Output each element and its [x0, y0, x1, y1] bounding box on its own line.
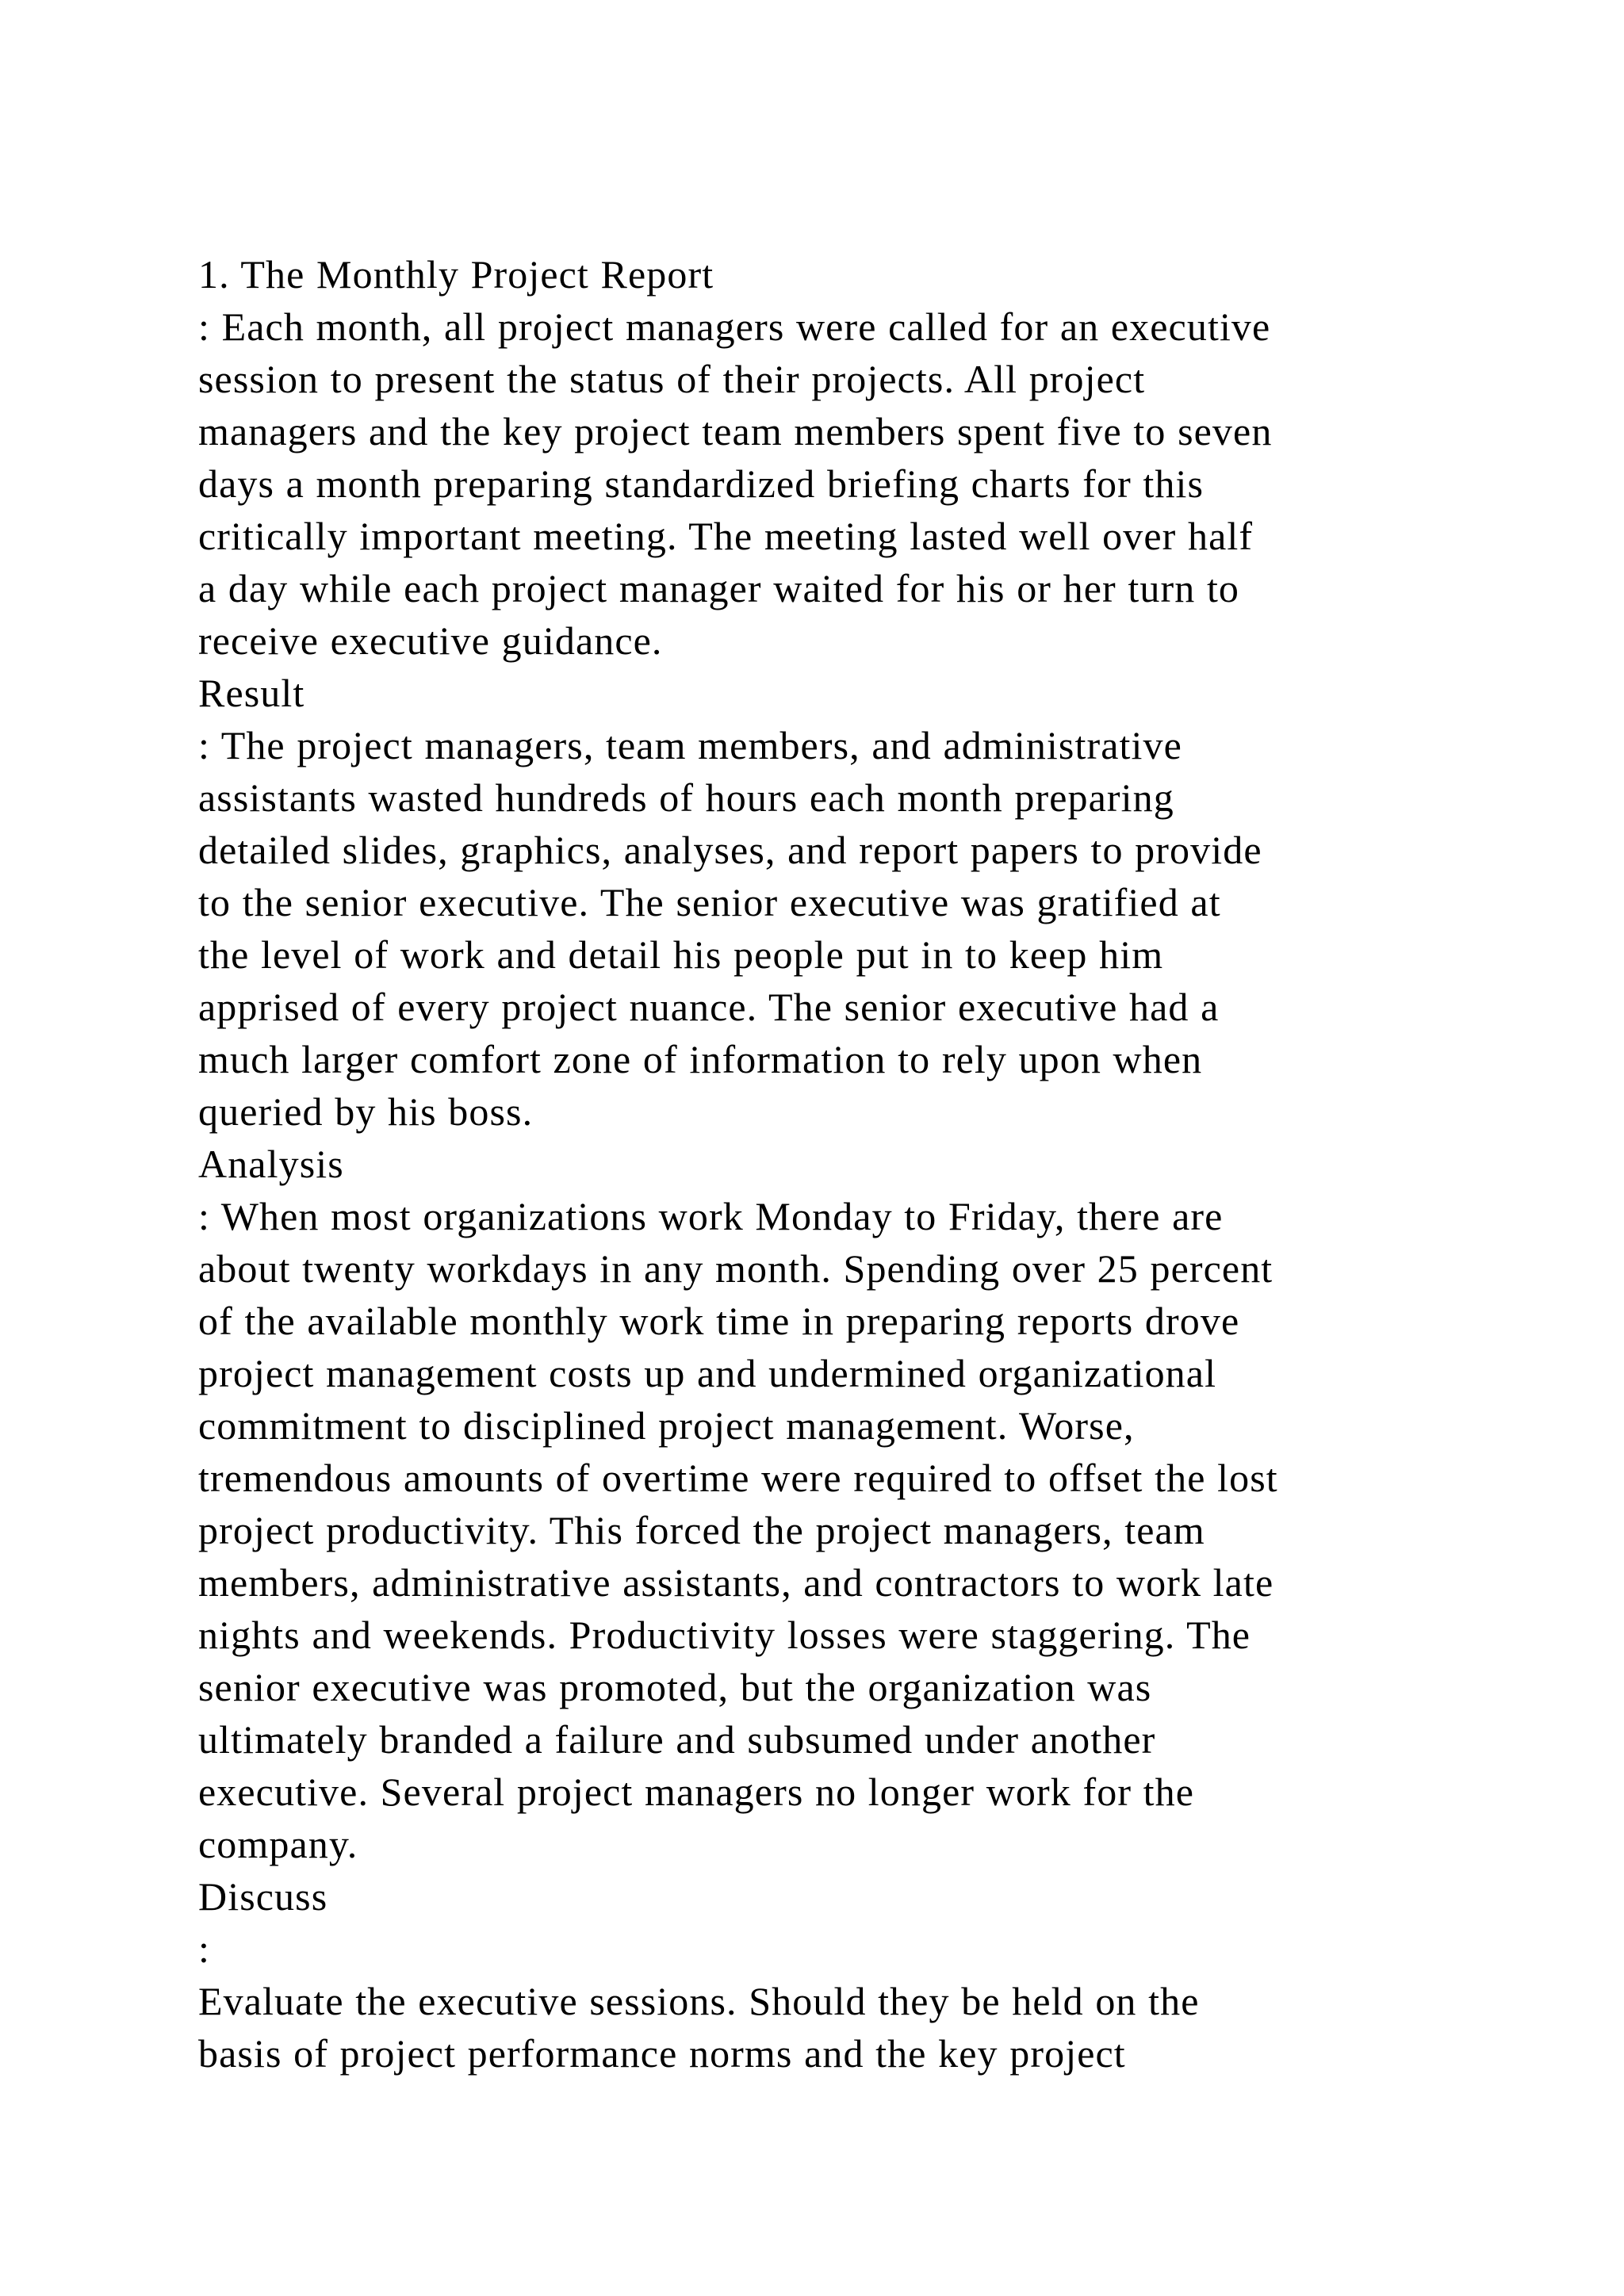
text-line-35: basis of project performance norms and the key project [198, 2031, 1126, 2076]
text-line-28: senior executive was promoted, but the organization was [198, 1665, 1152, 1709]
text-line-27: nights and weekends. Productivity losses were staggering. The [198, 1613, 1251, 1657]
text-line-3: session to present the status of their projects. All project [198, 357, 1146, 401]
text-line-5: days a month preparing standardized briefing charts for this [198, 461, 1205, 506]
document-body [198, 248, 1507, 2080]
text-line-8: receive executive guidance. [198, 618, 663, 663]
text-line-16: much larger comfort zone of information to rely upon when [198, 1037, 1203, 1081]
text-line-14: the level of work and detail his people put in to keep him [198, 932, 1164, 977]
text-line-24: tremendous amounts of overtime were required to offset the lost [198, 1456, 1278, 1500]
text-line-9: Result [198, 671, 305, 715]
text-line-15: apprised of every project nuance. The senior executive had a [198, 985, 1220, 1029]
text-line-30: executive. Several project managers no longer work for the [198, 1770, 1195, 1814]
text-line-18: Analysis [198, 1142, 344, 1186]
text-line-20: about twenty workdays in any month. Spending over 25 percent [198, 1246, 1274, 1291]
text-line-10: : The project managers, team members, and administrative [198, 723, 1182, 767]
text-line-6: critically important meeting. The meeting lasted well over half [198, 514, 1254, 558]
text-line-2: : Each month, all project managers were called for an executive [198, 304, 1271, 349]
text-line-7: a day while each project manager waited for his or her turn to [198, 566, 1240, 610]
text-line-19: : When most organizations work Monday to Friday, there are [198, 1194, 1224, 1238]
text-line-4: managers and the key project team members spent five to seven [198, 409, 1273, 453]
text-line-29: ultimately branded a failure and subsumed under another [198, 1717, 1156, 1762]
text-line-12: detailed slides, graphics, analyses, and report papers to provide [198, 828, 1262, 872]
text-line-23: commitment to disciplined project management. Worse, [198, 1403, 1135, 1448]
text-line-25: project productivity. This forced the project managers, team [198, 1508, 1205, 1552]
text-line-31: company. [198, 1822, 358, 1866]
text-line-33: : [198, 1927, 210, 1971]
text-line-21: of the available monthly work time in preparing reports drove [198, 1299, 1240, 1343]
text-line-34: Evaluate the executive sessions. Should they be held on the [198, 1979, 1200, 2023]
text-line-13: to the senior executive. The senior executive was gratified at [198, 880, 1221, 924]
text-line-26: members, administrative assistants, and contractors to work late [198, 1560, 1274, 1605]
text-line-1: 1. The Monthly Project Report [198, 252, 714, 297]
text-line-17: queried by his boss. [198, 1089, 534, 1134]
text-line-22: project management costs up and undermined organizational [198, 1351, 1217, 1395]
text-line-32: Discuss [198, 1874, 328, 1919]
text-line-11: assistants wasted hundreds of hours each month preparing [198, 775, 1174, 820]
